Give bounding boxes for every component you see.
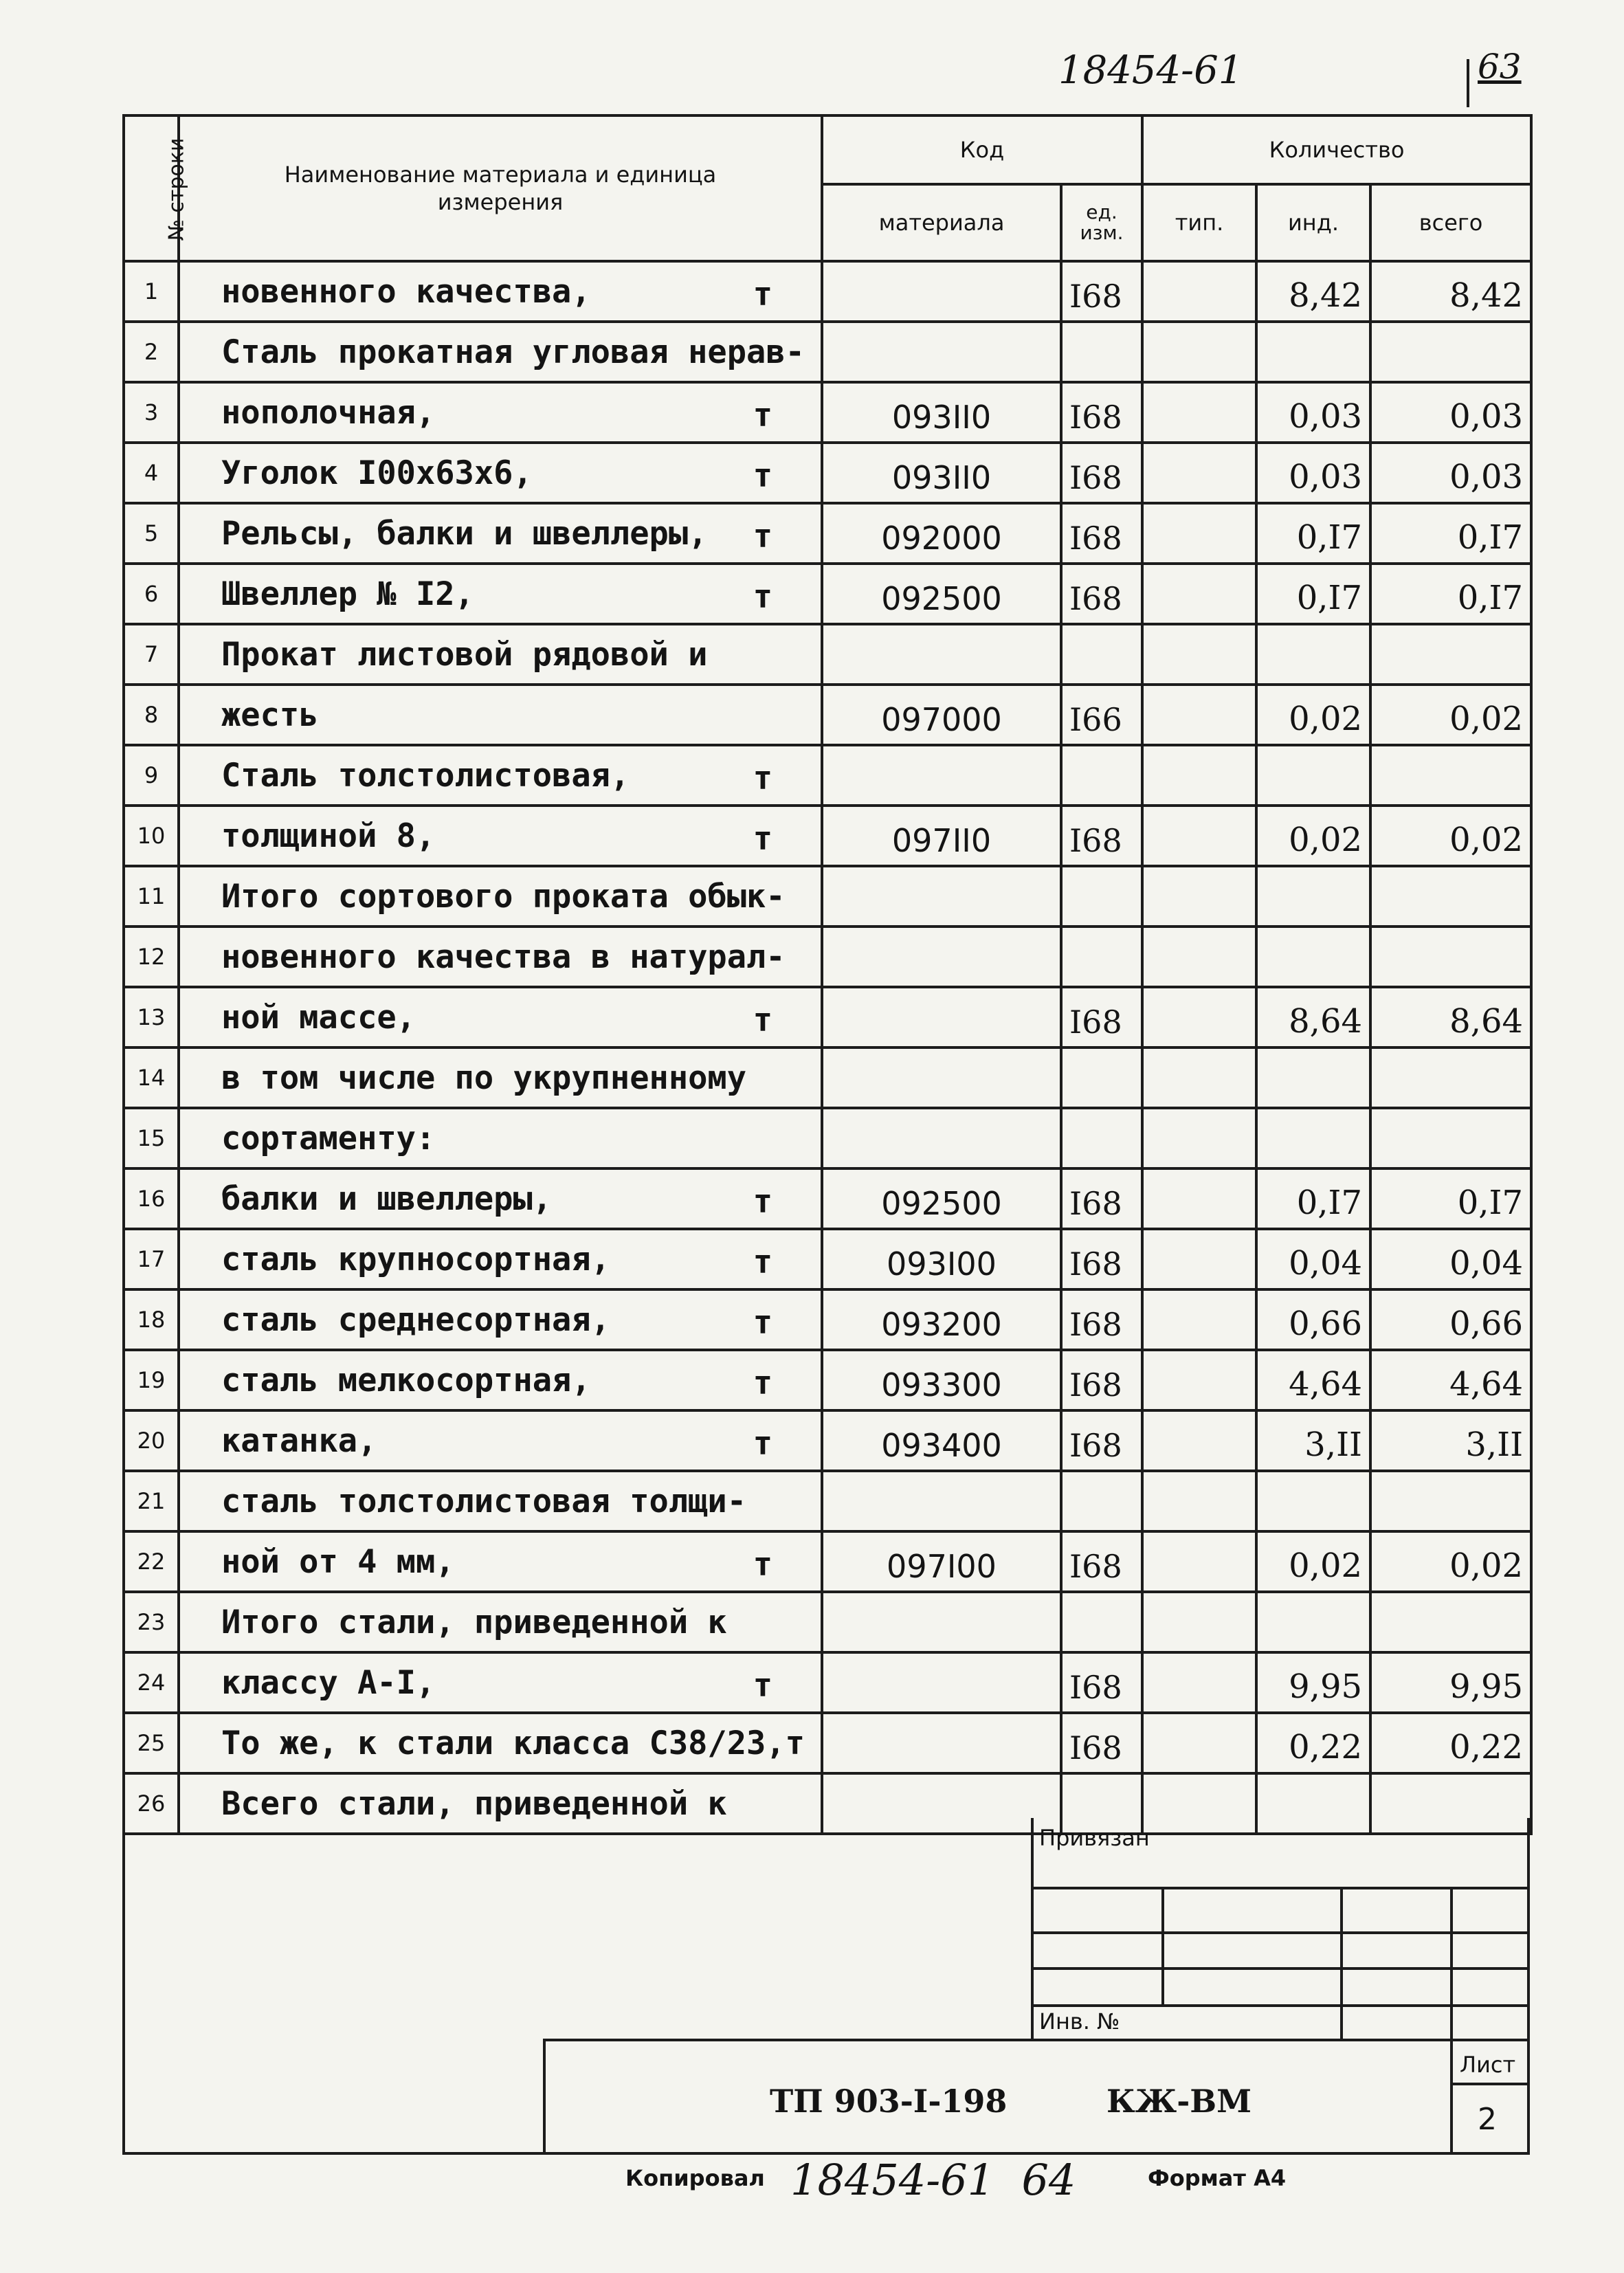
doc-mark: КЖ-ВМ (1106, 2083, 1252, 2120)
qty-total: 0,02 (1370, 806, 1531, 866)
material-code (822, 866, 1061, 927)
material-name: Прокат листовой рядовой и (221, 635, 708, 674)
table-row (124, 1773, 1531, 1834)
qty-total (1370, 624, 1531, 685)
qty-total (1370, 1773, 1531, 1834)
row-number: 12 (124, 927, 179, 987)
qty-typ (1142, 1652, 1256, 1713)
qty-typ (1142, 443, 1256, 503)
unit-code: I68 (1061, 806, 1142, 866)
material-name: сталь толстолистовая толщи- (221, 1482, 747, 1520)
material-name: катанка, (221, 1421, 377, 1460)
row-number: 9 (124, 745, 179, 806)
material-code: 092000 (822, 503, 1061, 564)
qty-typ (1142, 261, 1256, 322)
material-code (822, 1652, 1061, 1713)
table-row (124, 866, 1531, 927)
qty-ind: 0,22 (1256, 1713, 1370, 1773)
table-row (124, 564, 1531, 624)
unit-code: I68 (1061, 1229, 1142, 1289)
table-row (124, 1229, 1531, 1289)
row-number: 25 (124, 1713, 179, 1773)
qty-total: 0,04 (1370, 1229, 1531, 1289)
qty-ind: 0,03 (1256, 382, 1370, 443)
material-unit: т (753, 1546, 772, 1584)
material-name-cell (179, 261, 822, 322)
unit-code: I68 (1061, 1410, 1142, 1471)
unit-code (1061, 927, 1142, 987)
row-number: 23 (124, 1592, 179, 1652)
unit-code: I68 (1061, 1289, 1142, 1350)
qty-typ (1142, 1350, 1256, 1410)
qty-total (1370, 1471, 1531, 1531)
qty-total (1370, 866, 1531, 927)
material-name-cell (179, 1652, 822, 1713)
material-name: в том числе по укрупненному (221, 1058, 747, 1097)
qty-ind: 0,04 (1256, 1229, 1370, 1289)
stamp-cell-divider-1 (1161, 1887, 1164, 2007)
material-name: толщиной 8, (221, 817, 436, 855)
material-code (822, 927, 1061, 987)
qty-typ (1142, 927, 1256, 987)
qty-total (1370, 745, 1531, 806)
material-code (822, 1471, 1061, 1531)
row-number: 6 (124, 564, 179, 624)
table-row (124, 685, 1531, 745)
qty-ind (1256, 1471, 1370, 1531)
unit-code: I68 (1061, 564, 1142, 624)
unit-code: I68 (1061, 1531, 1142, 1592)
unit-code: I68 (1061, 987, 1142, 1047)
qty-typ (1142, 1531, 1256, 1592)
table-row (124, 1168, 1531, 1229)
material-unit: т (753, 578, 772, 616)
row-number: 22 (124, 1531, 179, 1592)
table-row (124, 745, 1531, 806)
qty-ind: 0,I7 (1256, 1168, 1370, 1229)
table-row (124, 1531, 1531, 1592)
material-unit: т (753, 1364, 772, 1402)
material-name-cell (179, 685, 822, 745)
qty-ind (1256, 927, 1370, 987)
material-name-cell (179, 1713, 822, 1773)
material-name: сталь мелкосортная, (221, 1361, 591, 1399)
row-number: 7 (124, 624, 179, 685)
material-code: 092500 (822, 564, 1061, 624)
unit-code: I68 (1061, 1652, 1142, 1713)
material-name-cell (179, 1471, 822, 1531)
qty-typ (1142, 1713, 1256, 1773)
unit-code (1061, 866, 1142, 927)
table-row (124, 624, 1531, 685)
material-code: 093II0 (822, 382, 1061, 443)
material-unit: т (753, 518, 772, 555)
material-code: 093400 (822, 1410, 1061, 1471)
qty-typ (1142, 987, 1256, 1047)
qty-ind (1256, 624, 1370, 685)
format-label: Формат А4 (1148, 2165, 1287, 2191)
qty-typ (1142, 322, 1256, 382)
table-row (124, 1471, 1531, 1531)
copied-label: Копировал (625, 2165, 765, 2191)
material-name-cell (179, 1350, 822, 1410)
material-code: 093200 (822, 1289, 1061, 1350)
material-name: новенного качества, (221, 272, 591, 311)
row-number: 20 (124, 1410, 179, 1471)
row-number: 18 (124, 1289, 179, 1350)
col-code-unit-header: ед. изм. (1061, 184, 1142, 261)
qty-ind: 8,42 (1256, 261, 1370, 322)
material-code: 097II0 (822, 806, 1061, 866)
qty-typ (1142, 1289, 1256, 1350)
table-row (124, 1289, 1531, 1350)
stamp-cell-divider-2 (1340, 1887, 1343, 2041)
qty-typ (1142, 1410, 1256, 1471)
qty-total: 0,02 (1370, 685, 1531, 745)
row-number: 2 (124, 322, 179, 382)
material-unit: т (753, 820, 772, 858)
qty-ind: 9,95 (1256, 1652, 1370, 1713)
stamp-divider-vertical (1031, 1818, 1034, 2041)
table-row (124, 443, 1531, 503)
qty-total: 8,64 (1370, 987, 1531, 1047)
qty-total: 0,66 (1370, 1289, 1531, 1350)
material-code (822, 261, 1061, 322)
material-code (822, 987, 1061, 1047)
stamp-line-2 (1031, 1931, 1530, 1934)
material-code: 097I00 (822, 1531, 1061, 1592)
qty-ind: 4,64 (1256, 1350, 1370, 1410)
row-number: 3 (124, 382, 179, 443)
table-row (124, 1410, 1531, 1471)
qty-total: 0,22 (1370, 1713, 1531, 1773)
table-row (124, 261, 1531, 322)
qty-total: 0,I7 (1370, 503, 1531, 564)
material-name-cell (179, 1410, 822, 1471)
qty-typ (1142, 624, 1256, 685)
copy-note: 18454-61 64 (790, 2155, 1076, 2205)
unit-code (1061, 322, 1142, 382)
table-row (124, 382, 1531, 443)
material-unit: т (753, 759, 772, 797)
qty-typ (1142, 806, 1256, 866)
unit-code (1061, 1108, 1142, 1168)
material-code (822, 1108, 1061, 1168)
qty-typ (1142, 564, 1256, 624)
material-unit: т (753, 276, 772, 313)
qty-total: 9,95 (1370, 1652, 1531, 1713)
row-number: 13 (124, 987, 179, 1047)
unit-code: I68 (1061, 443, 1142, 503)
stamp-frame-left (122, 1818, 125, 2155)
row-number: 17 (124, 1229, 179, 1289)
qty-total: 0,I7 (1370, 1168, 1531, 1229)
qty-total (1370, 927, 1531, 987)
qty-typ (1142, 1471, 1256, 1531)
stamp-line-3 (1031, 1967, 1530, 1970)
title-block-left (543, 2039, 546, 2155)
material-unit: т (753, 1243, 772, 1281)
qty-total (1370, 322, 1531, 382)
sheet-number: 2 (1478, 2102, 1497, 2137)
qty-ind: 0,03 (1256, 443, 1370, 503)
unit-code: I68 (1061, 261, 1142, 322)
header-note: 18454-61 (1058, 48, 1243, 93)
qty-typ (1142, 1229, 1256, 1289)
bound-label: Привязан (1039, 1825, 1150, 1851)
unit-code: I68 (1061, 1713, 1142, 1773)
table-row (124, 1108, 1531, 1168)
table-row (124, 1652, 1531, 1713)
material-name-cell (179, 806, 822, 866)
material-name: Итого сортового проката обык- (221, 877, 786, 916)
qty-total (1370, 1592, 1531, 1652)
qty-total: 0,03 (1370, 443, 1531, 503)
material-name: сталь среднесортная, (221, 1300, 610, 1339)
material-name-cell (179, 624, 822, 685)
material-code (822, 624, 1061, 685)
qty-typ (1142, 1108, 1256, 1168)
material-name-cell (179, 927, 822, 987)
material-name-cell (179, 1229, 822, 1289)
unit-code (1061, 745, 1142, 806)
material-code (822, 1047, 1061, 1108)
material-name: сталь крупносортная, (221, 1240, 610, 1278)
row-number: 5 (124, 503, 179, 564)
col-qty-typ-header: тип. (1142, 184, 1256, 261)
table-row (124, 1047, 1531, 1108)
qty-ind (1256, 1108, 1370, 1168)
material-name-cell (179, 1773, 822, 1834)
material-unit: т (753, 1425, 772, 1463)
material-name-cell (179, 503, 822, 564)
material-unit: т (753, 1304, 772, 1342)
qty-ind: 0,02 (1256, 806, 1370, 866)
material-name: Итого стали, приведенной к (221, 1603, 727, 1641)
qty-typ (1142, 1773, 1256, 1834)
unit-code: I68 (1061, 382, 1142, 443)
title-block-top (543, 2039, 1530, 2041)
qty-typ (1142, 382, 1256, 443)
page-number-divider (1467, 59, 1469, 107)
qty-ind (1256, 1773, 1370, 1834)
material-name: новенного качества в натурал- (221, 938, 786, 976)
table-row (124, 927, 1531, 987)
qty-total: 0,03 (1370, 382, 1531, 443)
material-code (822, 1592, 1061, 1652)
unit-code (1061, 1471, 1142, 1531)
row-number: 21 (124, 1471, 179, 1531)
qty-ind: 8,64 (1256, 987, 1370, 1047)
unit-code: I68 (1061, 1350, 1142, 1410)
material-code: 093II0 (822, 443, 1061, 503)
material-name: Швеллер № I2, (221, 575, 474, 613)
material-name: нополочная, (221, 393, 436, 432)
qty-ind: 0,02 (1256, 685, 1370, 745)
material-name: сортаменту: (221, 1119, 436, 1157)
col-qty-header: Количество (1142, 115, 1531, 184)
unit-code (1061, 624, 1142, 685)
qty-typ (1142, 503, 1256, 564)
row-number: 1 (124, 261, 179, 322)
qty-total (1370, 1047, 1531, 1108)
material-name: жесть (221, 696, 319, 734)
material-code: 092500 (822, 1168, 1061, 1229)
material-unit: т (753, 1001, 772, 1039)
material-name-cell (179, 987, 822, 1047)
col-code-material-header: материала (822, 184, 1061, 261)
unit-code (1061, 1592, 1142, 1652)
material-name-cell (179, 322, 822, 382)
material-unit: т (753, 457, 772, 495)
qty-typ (1142, 1047, 1256, 1108)
table-row (124, 1592, 1531, 1652)
material-name-cell (179, 1108, 822, 1168)
material-unit: т (753, 397, 772, 434)
material-name: Уголок I00x63x6, (221, 454, 533, 492)
qty-typ (1142, 1592, 1256, 1652)
table-row (124, 503, 1531, 564)
material-code (822, 745, 1061, 806)
material-name-cell (179, 1531, 822, 1592)
table-row (124, 1350, 1531, 1410)
qty-total: 4,64 (1370, 1350, 1531, 1410)
table-row (124, 1713, 1531, 1773)
unit-code: I66 (1061, 685, 1142, 745)
material-name-cell (179, 1592, 822, 1652)
qty-ind (1256, 866, 1370, 927)
material-name-cell (179, 1289, 822, 1350)
material-name: То же, к стали класса С38/23,т (221, 1724, 805, 1762)
col-name-header: Наименование материала и единица измерения (179, 115, 822, 261)
stamp-line-4 (1031, 2004, 1530, 2007)
row-number: 8 (124, 685, 179, 745)
material-name-cell (179, 1047, 822, 1108)
qty-total (1370, 1108, 1531, 1168)
row-number: 10 (124, 806, 179, 866)
sheet-label: Лист (1460, 2052, 1516, 2078)
table-row (124, 806, 1531, 866)
qty-ind (1256, 322, 1370, 382)
row-number: 4 (124, 443, 179, 503)
stamp-cell-divider-3 (1450, 1887, 1453, 2041)
row-number: 24 (124, 1652, 179, 1713)
qty-ind: 0,02 (1256, 1531, 1370, 1592)
qty-ind: 3,II (1256, 1410, 1370, 1471)
material-code: 097000 (822, 685, 1061, 745)
material-unit: т (753, 1667, 772, 1705)
qty-total: 3,II (1370, 1410, 1531, 1471)
material-code: 093300 (822, 1350, 1061, 1410)
qty-ind (1256, 745, 1370, 806)
stamp-line-1 (1031, 1887, 1530, 1889)
page-number: 63 (1478, 47, 1522, 87)
qty-total: 0,02 (1370, 1531, 1531, 1592)
inv-label: Инв. № (1039, 2008, 1120, 2034)
row-number: 11 (124, 866, 179, 927)
unit-code (1061, 1047, 1142, 1108)
table-row (124, 322, 1531, 382)
unit-code: I68 (1061, 1168, 1142, 1229)
table-row (124, 987, 1531, 1047)
material-name: Сталь толстолистовая, (221, 756, 630, 795)
material-name: ной массе, (221, 998, 416, 1036)
qty-typ (1142, 685, 1256, 745)
qty-typ (1142, 1168, 1256, 1229)
material-code (822, 1773, 1061, 1834)
doc-code: ТП 903-I-198 (770, 2083, 1008, 2120)
col-qty-ind-header: инд. (1256, 184, 1370, 261)
row-number: 14 (124, 1047, 179, 1108)
material-name: Сталь прокатная угловая нерав- (221, 333, 805, 371)
material-name-cell (179, 443, 822, 503)
qty-typ (1142, 866, 1256, 927)
qty-ind: 0,I7 (1256, 503, 1370, 564)
material-spec-table (122, 114, 1533, 1835)
qty-ind (1256, 1047, 1370, 1108)
material-name-cell (179, 866, 822, 927)
material-code (822, 322, 1061, 382)
qty-ind (1256, 1592, 1370, 1652)
sheet-divider-horizontal (1450, 2083, 1530, 2085)
material-name: балки и швеллеры, (221, 1179, 553, 1218)
col-rownum-header: № строки (124, 115, 179, 261)
qty-ind: 0,I7 (1256, 564, 1370, 624)
col-qty-total-header: всего (1370, 184, 1531, 261)
qty-total: 8,42 (1370, 261, 1531, 322)
material-name-cell (179, 382, 822, 443)
col-code-header: Код (822, 115, 1142, 184)
qty-typ (1142, 745, 1256, 806)
material-name-cell (179, 564, 822, 624)
sheet-divider-vertical (1450, 2039, 1453, 2155)
row-number: 15 (124, 1108, 179, 1168)
material-name: ной от 4 мм, (221, 1542, 455, 1581)
material-name-cell (179, 745, 822, 806)
row-number: 19 (124, 1350, 179, 1410)
material-name: классу А-I, (221, 1663, 436, 1702)
row-number: 26 (124, 1773, 179, 1834)
material-name-cell (179, 1168, 822, 1229)
row-number: 16 (124, 1168, 179, 1229)
material-code: 093I00 (822, 1229, 1061, 1289)
material-unit: т (753, 1183, 772, 1221)
material-name: Всего стали, приведенной к (221, 1784, 727, 1823)
qty-total: 0,I7 (1370, 564, 1531, 624)
material-name: Рельсы, балки и швеллеры, (221, 514, 708, 553)
stamp-frame-right (1527, 1818, 1530, 2155)
material-code (822, 1713, 1061, 1773)
qty-ind: 0,66 (1256, 1289, 1370, 1350)
unit-code: I68 (1061, 503, 1142, 564)
